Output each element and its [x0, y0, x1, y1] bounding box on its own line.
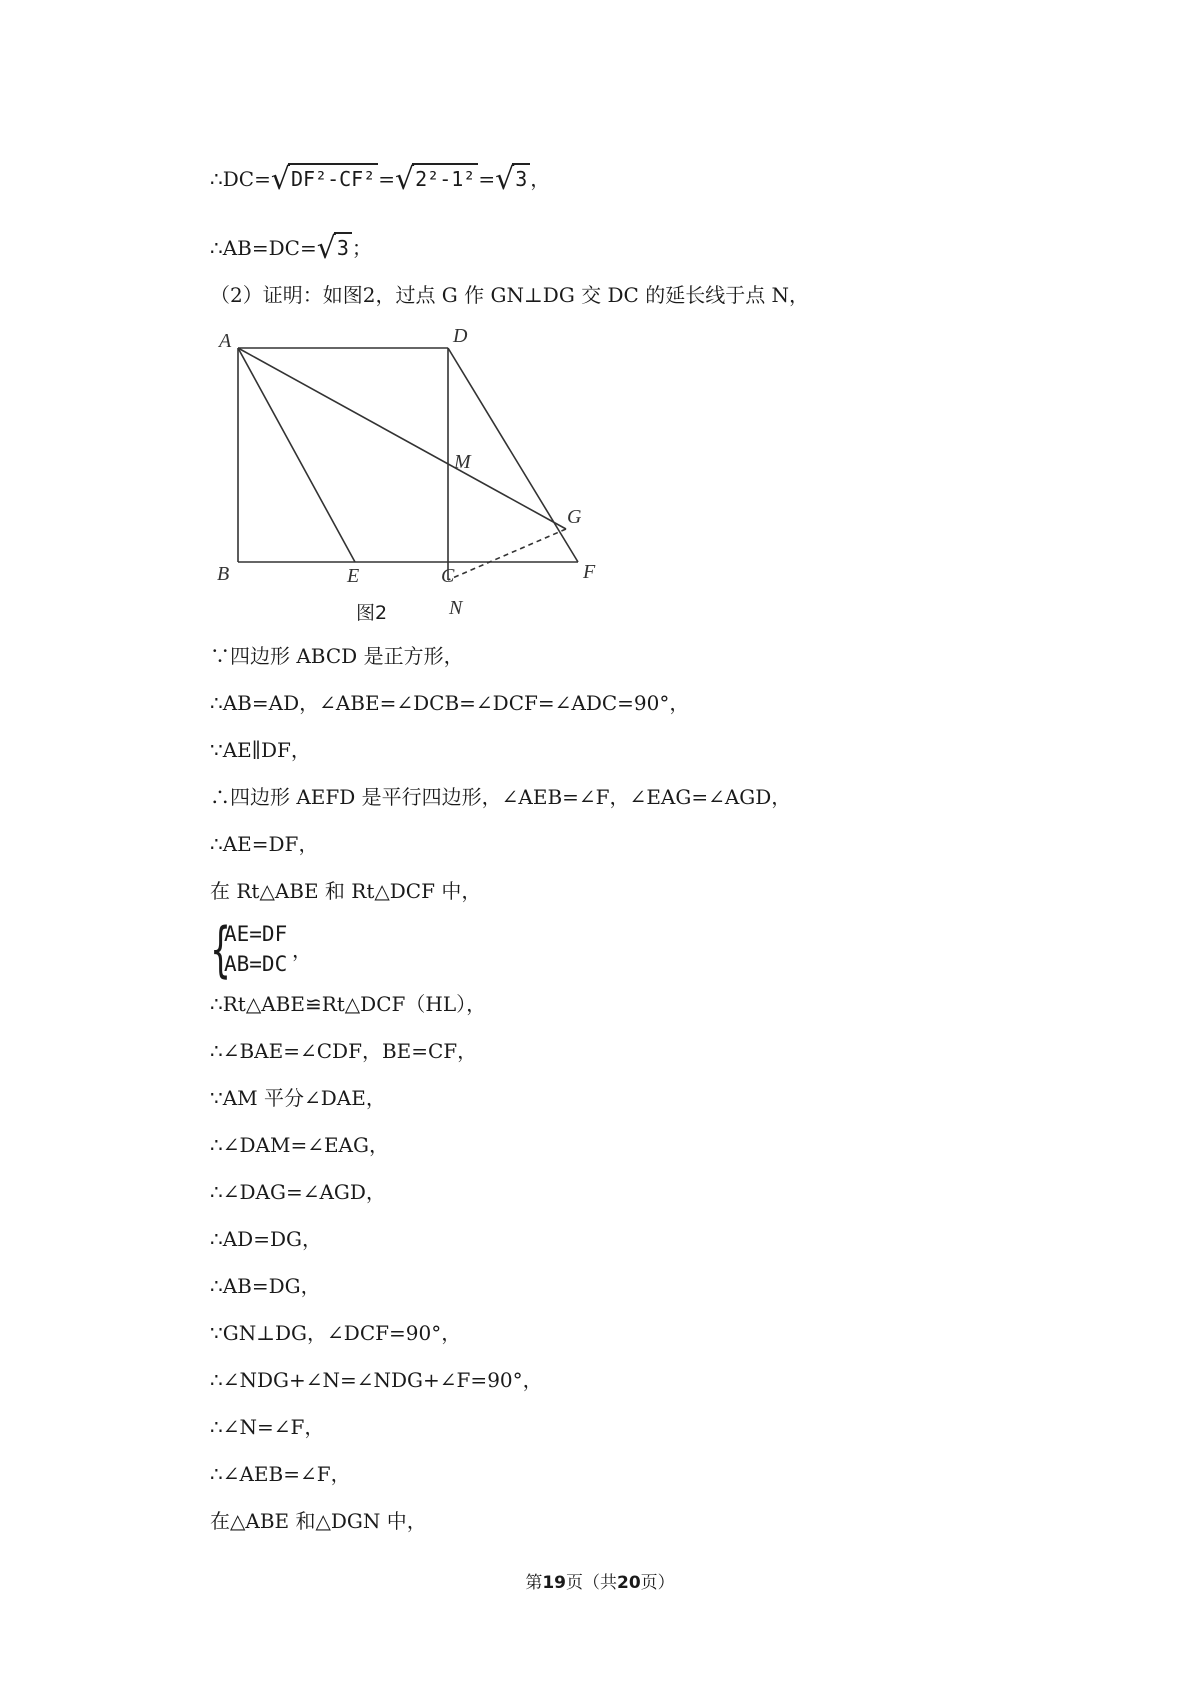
label-b: B: [217, 563, 230, 585]
sqrt-radicand: 3: [512, 163, 530, 193]
proof-line: ∴AB=DG，: [210, 1274, 321, 1298]
proof-line: ∵GN⊥DG，∠DCF=90°，: [210, 1321, 462, 1345]
system-comma: ，: [292, 938, 312, 962]
segment-gn-dashed: [448, 529, 566, 580]
proof-line: ∵AE∥DF，: [210, 738, 311, 762]
proof-line: ∴∠BAE=∠CDF，BE=CF，: [210, 1039, 478, 1063]
proof-line: ∵四边形 ABCD 是正方形，: [210, 644, 464, 668]
sqrt-radicand: 3: [334, 232, 352, 262]
proof-line: ∴∠DAM=∠EAG，: [210, 1133, 389, 1157]
equation-ab: ∴AB=DC=√3 ；: [210, 231, 372, 266]
sqrt-symbol: √: [395, 162, 415, 197]
label-c: C: [441, 565, 455, 587]
proof-line: ∴四边形 AEFD 是平行四边形，∠AEB=∠F，∠EAG=∠AGD，: [210, 785, 792, 809]
label-f: F: [583, 561, 596, 583]
proof-line: ∴∠DAG=∠AGD，: [210, 1180, 386, 1204]
system-row: AB=DC: [224, 952, 288, 976]
proof-line: 在 Rt△ABE 和 Rt△DCF 中，: [210, 879, 482, 903]
label-n: N: [449, 597, 463, 619]
proof-line: ∴AD=DG，: [210, 1227, 322, 1251]
sqrt-symbol: √: [316, 231, 336, 266]
proof-line: ∴∠AEB=∠F，: [210, 1462, 351, 1486]
system-row: AE=DF: [224, 922, 288, 946]
brace-icon: {: [210, 915, 232, 985]
proof-intro: （2）证明：如图2，过点 G 作 GN⊥DG 交 DC 的延长线于点 N，: [210, 283, 810, 307]
label-e: E: [347, 565, 360, 587]
figure-caption: 图2: [356, 602, 388, 624]
label-a: A: [219, 330, 232, 352]
proof-line: ∴Rt△ABE≌Rt△DCF（HL），: [210, 992, 487, 1016]
current-page: 19: [542, 1573, 566, 1593]
total-pages: 20: [617, 1573, 641, 1593]
proof-line: 在△ABE 和△DGN 中，: [210, 1509, 427, 1533]
sqrt-radicand: DF²-CF²: [288, 163, 378, 193]
sqrt-symbol: √: [270, 162, 290, 197]
proof-line: ∴AE=DF，: [210, 832, 319, 856]
proof-line: ∵AM 平分∠DAE，: [210, 1086, 386, 1110]
page-footer: 第19页（共20页）: [525, 1573, 675, 1593]
label-m: M: [454, 451, 471, 473]
label-g: G: [567, 506, 582, 528]
geometry-figure: [205, 322, 605, 622]
proof-line: ∴∠NDG+∠N=∠NDG+∠F=90°，: [210, 1368, 543, 1392]
label-d: D: [453, 325, 468, 347]
proof-line: ∴AB=AD，∠ABE=∠DCB=∠DCF=∠ADC=90°，: [210, 691, 690, 715]
sqrt-symbol: √: [495, 162, 515, 197]
equation-dc: ∴DC=√DF²-CF² =√2²-1² =√3 ，: [210, 162, 551, 197]
proof-line: ∴∠N=∠F，: [210, 1415, 325, 1439]
sqrt-radicand: 2²-1²: [412, 163, 478, 193]
